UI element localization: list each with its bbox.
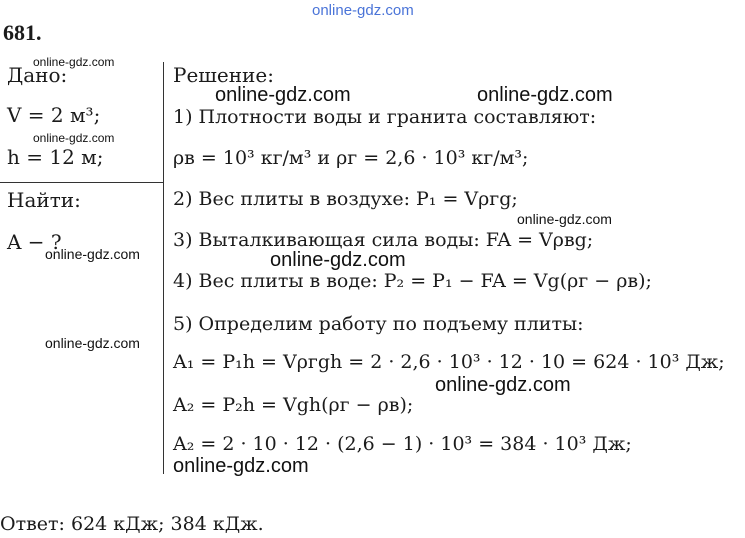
- find-title: Найти:: [7, 188, 81, 212]
- solution-step-4: 4) Вес плиты в воде: P₂ = P₁ − FA = Vg(ρг − ρв);: [173, 270, 652, 292]
- answer: Ответ: 624 кДж; 384 кДж.: [0, 513, 264, 535]
- solution-step-2: 2) Вес плиты в воздухе: P₁ = Vρгg;: [173, 188, 518, 210]
- given-volume: V = 2 м³;: [7, 103, 101, 127]
- watermark: online-gdz.com: [270, 249, 406, 271]
- solution-step-5: 5) Определим работу по подъему плиты:: [173, 313, 584, 335]
- solution-work-1: A₁ = P₁h = Vρгgh = 2 · 2,6 · 10³ · 12 · 10 = 624 · 10³ Дж;: [173, 351, 725, 373]
- given-divider: [0, 182, 163, 183]
- solution-densities: ρв = 10³ кг/м³ и ρг = 2,6 · 10³ кг/м³;: [173, 147, 529, 169]
- watermark: online-gdz.com: [173, 455, 309, 477]
- watermark: online-gdz.com: [517, 211, 612, 227]
- solution-title: Решение:: [173, 63, 274, 87]
- solution-work-2-calc: A₂ = 2 · 10 · 12 · (2,6 − 1) · 10³ = 384 · 10³ Дж;: [173, 433, 632, 455]
- find-target: A − ?: [7, 230, 62, 254]
- watermark: online-gdz.com: [215, 84, 351, 106]
- given-height: h = 12 м;: [7, 145, 104, 169]
- solution-step-1: 1) Плотности воды и гранита составляют:: [173, 106, 597, 128]
- solution-divider: [163, 62, 164, 474]
- task-number: 681.: [3, 20, 42, 45]
- watermark: online-gdz.com: [33, 131, 115, 145]
- solution-work-2-formula: A₂ = P₂h = Vgh(ρг − ρв);: [173, 394, 414, 416]
- solution-step-3: 3) Выталкивающая сила воды: FA = Vρвg;: [173, 229, 594, 251]
- watermark: online-gdz.com: [45, 335, 140, 351]
- watermark: online-gdz.com: [435, 374, 571, 396]
- given-title: Дано:: [7, 63, 68, 87]
- watermark: online-gdz.com: [45, 246, 140, 262]
- watermark: online-gdz.com: [33, 55, 115, 69]
- watermark-top: online-gdz.com: [312, 2, 414, 19]
- watermark: online-gdz.com: [477, 84, 613, 106]
